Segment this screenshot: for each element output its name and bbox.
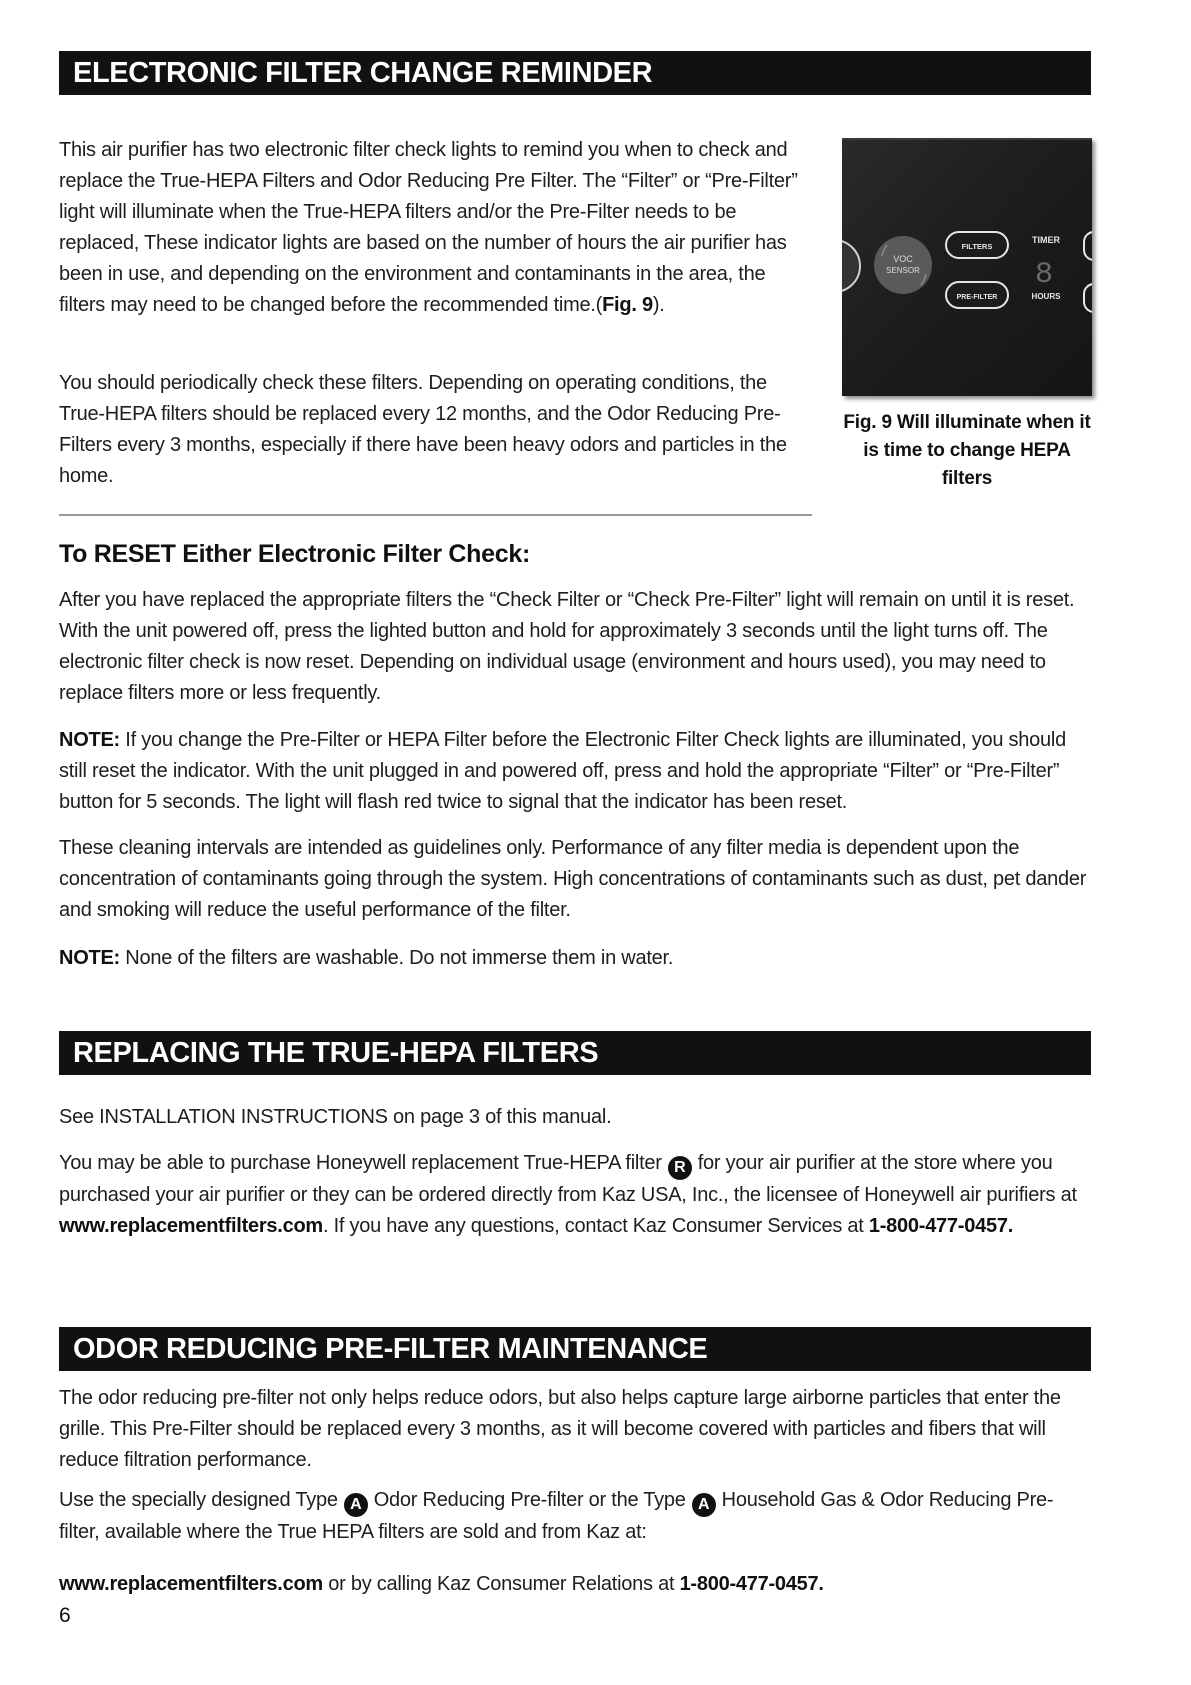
figure-caption: Fig. 9 Will illuminate when it is time to change HEPA filters (843, 412, 1091, 489)
note-label-2: NOTE: (59, 947, 120, 969)
odor-text-mid: or by calling Kaz Consumer Relations at (322, 1573, 680, 1595)
control-panel-figure (842, 138, 1092, 396)
note-1-text: If you change the Pre-Filter or HEPA Filter before the Electronic Filter Check lights are illuminated, you should still reset the indicator. With the unit plugged in and powered off, press and hold the appropriate “Filter” or “Pre-Filter” button for 5 seconds. The light will flash red twice to signal that the indicator has been reset. (59, 729, 1066, 813)
prefilter-button-label: PRE-FILTER (956, 294, 998, 301)
voc-label-2: SENSOR (886, 266, 920, 275)
odor-text-c: Household Gas & Odor Reducing Pre-filter, available where the True HEPA filters are sold and from Kaz at: (59, 1489, 1054, 1543)
hepa-text-c: . If you have any questions, contact Kaz Consumer Services at (322, 1215, 869, 1237)
timer-digit: 8 (1034, 258, 1054, 292)
hepa-phone: 1-800-477-0457. (868, 1215, 1014, 1237)
odor-url: www.replacementfilters.com (59, 1573, 323, 1595)
fig-reference: Fig. 9 (602, 294, 653, 316)
reset-note-2 (59, 943, 1091, 974)
odor-text-b: Odor Reducing Pre-filter or the Type (373, 1489, 686, 1511)
control-panel-illustration (842, 140, 1092, 396)
hepa-paragraph-2 (59, 1148, 1091, 1242)
hepa-url: www.replacementfilters.com (59, 1215, 323, 1237)
timer-label: TIMER (1032, 235, 1060, 245)
filters-button-label: FILTERS (961, 242, 993, 251)
reset-paragraph-3: These cleaning intervals are intended as guidelines only. Performance of any filter media is dependent upon the concentration of contaminants going through the system. High concentrations of contaminants such as dust, pet dander and smoking will reduce the useful performance of the filter. (59, 837, 1087, 921)
type-a2-badge-icon: A (692, 1493, 716, 1517)
section-heading-odor: ODOR REDUCING PRE-FILTER MAINTENANCE (59, 1327, 1091, 1371)
hepa-text-a: You may be able to purchase Honeywell replacement True-HEPA filter (59, 1152, 662, 1174)
type-r-badge-icon: R (668, 1156, 692, 1180)
hours-label: HOURS (1031, 292, 1061, 301)
filter-reminder-text: This air purifier has two electronic filter check lights to remind you when to check and replace the True-HEPA Filters and Odor Reducing Pre Filter. The “Filter” or “Pre-Filter” light will illuminate when the True-HEPA filters and/or the Pre-Filter needs to be replaced, These indicator lights are based on the number of hours the air purifier has been in use, and depending on the environment and contaminants in the area, the filters may need to be changed before the recommended time.( (59, 139, 798, 316)
section-divider (59, 514, 812, 516)
voc-sensor-icon (874, 236, 932, 294)
odor-paragraph-2 (59, 1485, 1091, 1548)
page-number: 6 (59, 1604, 71, 1627)
reset-paragraph-1: After you have replaced the appropriate filters the “Check Filter or “Check Pre-Filter” light will remain on until it is reset. With the unit powered off, press the lighted button and hold for approximately 3 seconds until the light turns off. The electronic filter check is now reset. Depending on individual usage (environment and hours used), you may need to replace filters more or less frequently. (59, 589, 1075, 704)
filter-reminder-paragraph-2: You should periodically check these filters. Depending on operating conditions, the True-HEPA filters should be replaced every 12 months, and the Odor Reducing Pre-Filters every 3 months, especially if there have been heavy odors and particles in the home. (59, 372, 787, 487)
reset-note-1 (59, 725, 1091, 818)
note-2-text: None of the filters are washable. Do not immerse them in water. (119, 947, 674, 969)
hepa-paragraph-1: See INSTALLATION INSTRUCTIONS on page 3 of this manual. (59, 1106, 612, 1128)
filter-reminder-text-end: ). (652, 294, 665, 316)
hepa-text-b: for your air purifier at the store where you purchased your air purifier or they can be ordered directly from Kaz USA, Inc., the licensee of Honeywell air purifiers at (59, 1152, 1077, 1206)
section-heading-hepa: REPLACING THE TRUE-HEPA FILTERS (59, 1031, 1091, 1075)
odor-paragraph-1: The odor reducing pre-filter not only helps reduce odors, but also helps capture large airborne particles that enter the grille. This Pre-Filter should be replaced every 3 months, as it will become covered with particles and fibers that will reduce filtration performance. (59, 1387, 1061, 1471)
odor-paragraph-3 (59, 1569, 1091, 1600)
odor-text-a: Use the specially designed Type (59, 1489, 338, 1511)
reset-subheading: To RESET Either Electronic Filter Check: (59, 540, 530, 568)
filter-reminder-paragraph-1 (59, 135, 814, 321)
note-label: NOTE: (59, 729, 120, 751)
odor-phone: 1-800-477-0457. (679, 1573, 824, 1595)
type-a-badge-icon: A (344, 1493, 368, 1517)
voc-label-1: VOC (893, 254, 913, 264)
section-heading-filter-reminder: ELECTRONIC FILTER CHANGE REMINDER (59, 51, 1091, 95)
